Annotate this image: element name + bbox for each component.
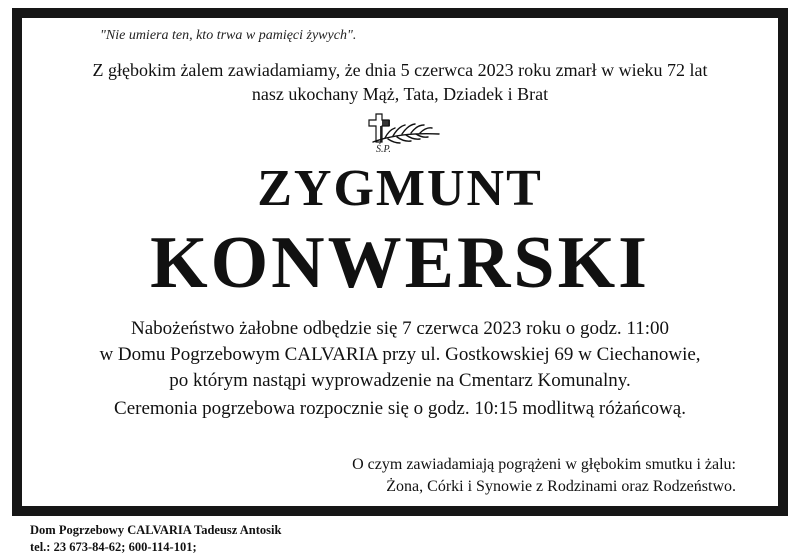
rosary-info: Ceremonia pogrzebowa rozpocznie się o godz. 10:15 modlitwą różańcową. xyxy=(114,398,686,419)
announcement-line: Z głębokim żalem zawiadamiamy, że dnia 5 czerwca 2023 roku zmarł w wieku 72 lat xyxy=(92,60,708,80)
deceased-first-name: ZYGMUNT xyxy=(257,160,543,217)
deceased-last-name: KONWERSKI xyxy=(150,222,650,304)
mourners-line: Żona, Córki i Synowie z Rodzinami oraz Rodzeństwo. xyxy=(386,478,736,495)
announcement-line: nasz ukochany Mąż, Tata, Dziadek i Brat xyxy=(251,84,549,104)
mourners-line: O czym zawiadamiają pogrążeni w głębokim smutku i żalu: xyxy=(352,456,736,473)
funeral-home-phone: tel.: 23 673-84-62; 600-114-101; xyxy=(30,540,197,554)
death-announcement xyxy=(0,58,800,106)
ceremony-line: w Domu Pogrzebowym CALVARIA przy ul. Gostkowskiej 69 w Ciechanowie, xyxy=(99,344,701,365)
funeral-service-info xyxy=(0,316,800,394)
palm-branch-icon xyxy=(373,124,439,143)
funeral-home-footer xyxy=(30,522,281,556)
mourners-note xyxy=(250,454,736,498)
ceremony-line: po którym nastąpi wyprowadzenie na Cmentarz Komunalny. xyxy=(169,370,631,391)
cross-palm-icon xyxy=(355,112,445,158)
funeral-home-name: Dom Pogrzebowy CALVARIA Tadeusz Antosik xyxy=(30,523,282,537)
motto-quote: "Nie umiera ten, kto trwa w pamięci żywych". xyxy=(100,28,357,43)
ceremony-line: Nabożeństwo żałobne odbędzie się 7 czerwca 2023 roku o godz. 11:00 xyxy=(131,318,669,339)
emblem-caption: Ś.P. xyxy=(376,144,391,155)
